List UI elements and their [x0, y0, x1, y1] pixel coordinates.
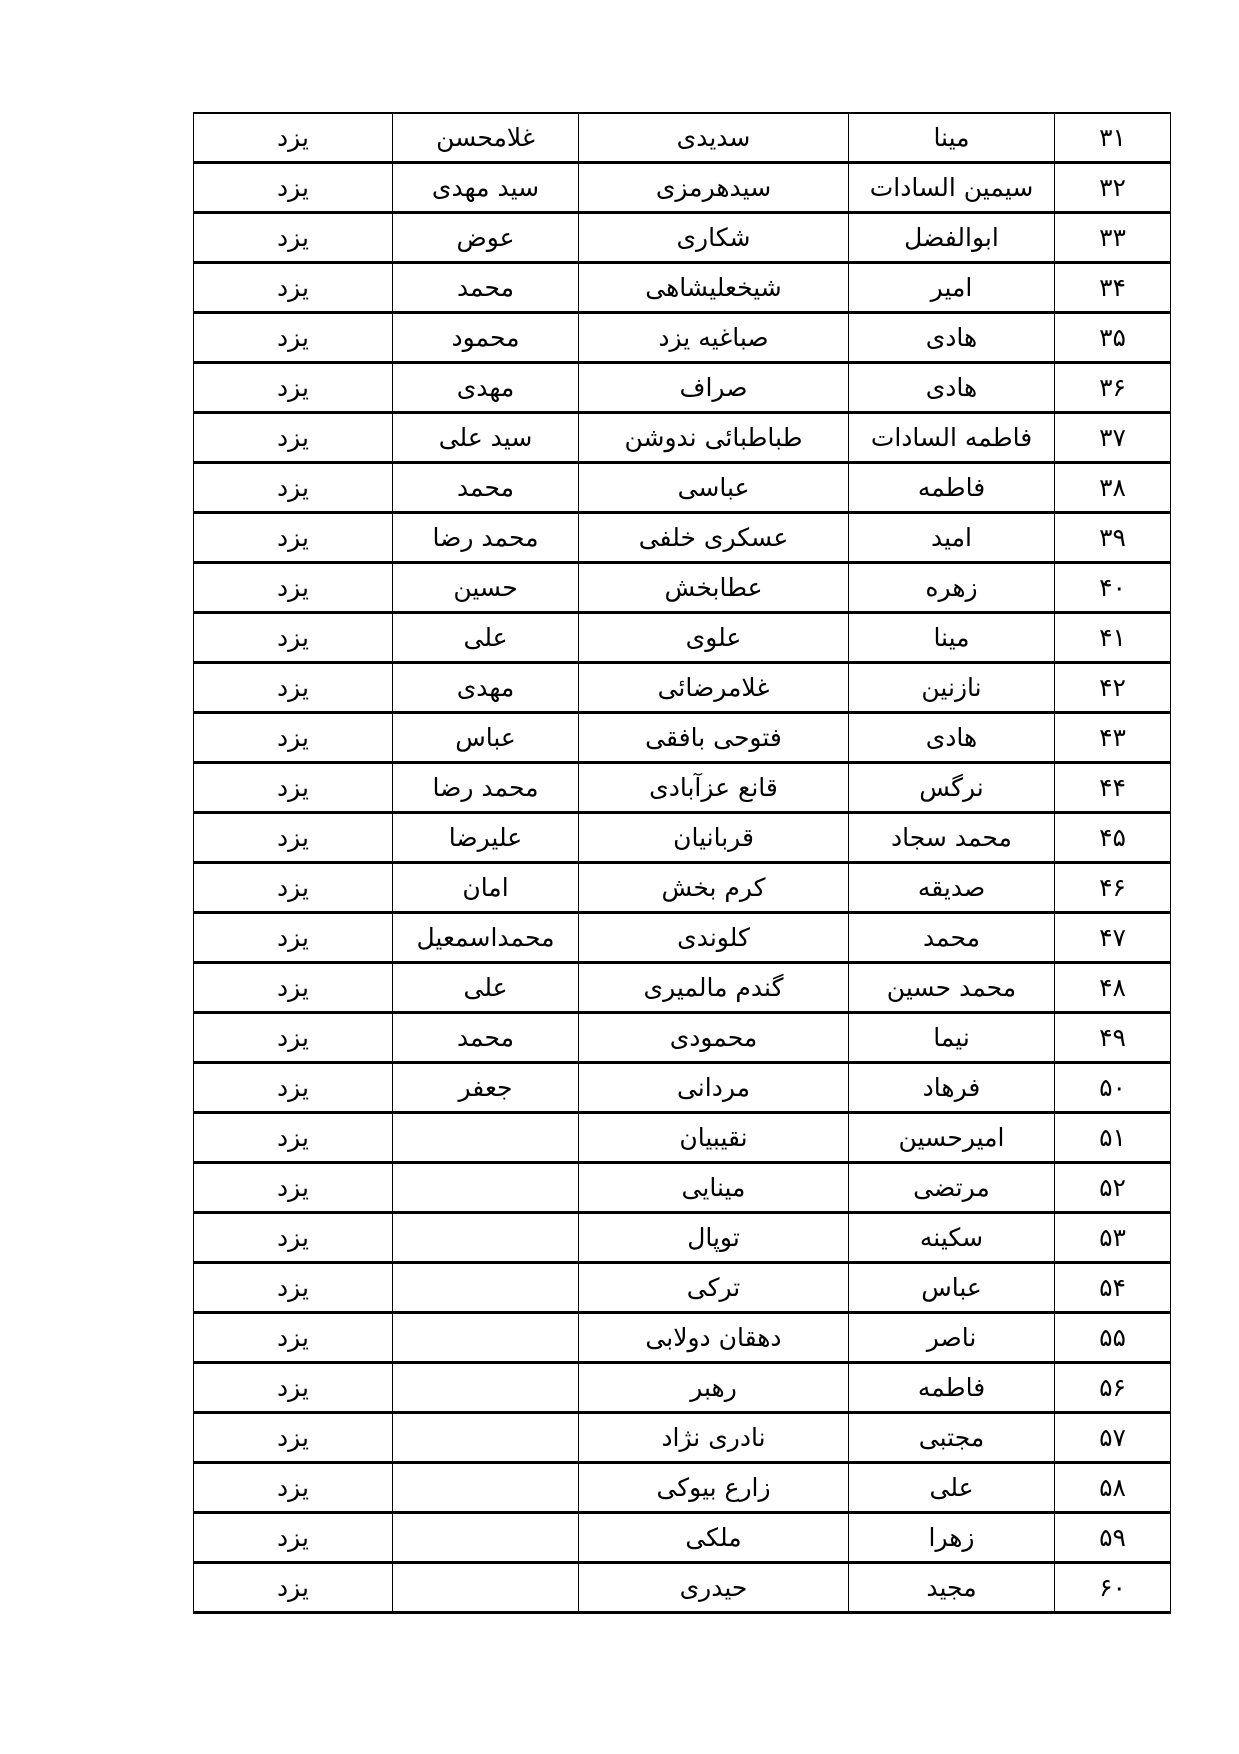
- table-row: [194, 663, 1171, 713]
- table-row: [194, 513, 1171, 563]
- last-name-cell: نقیبیان: [579, 1113, 849, 1163]
- father-name-cell: [393, 1313, 579, 1363]
- last-name-cell: نادری نژاد: [579, 1413, 849, 1463]
- row-number-cell: ۵۳: [1055, 1213, 1171, 1263]
- last-name-cell: سیدهرمزی: [579, 163, 849, 213]
- row-number-cell: ۳۴: [1055, 263, 1171, 313]
- last-name-cell: ملکی: [579, 1513, 849, 1563]
- table-row: [194, 613, 1171, 663]
- table-row: [194, 1213, 1171, 1263]
- row-number-cell: ۴۶: [1055, 863, 1171, 913]
- first-name-cell: فاطمه السادات: [849, 413, 1055, 463]
- row-number-cell: ۴۹: [1055, 1013, 1171, 1063]
- table-row: [194, 863, 1171, 913]
- last-name-cell: شیخعلیشاهی: [579, 263, 849, 313]
- last-name-cell: شکاری: [579, 213, 849, 263]
- first-name-cell: سیمین السادات: [849, 163, 1055, 213]
- father-name-cell: [393, 1113, 579, 1163]
- first-name-cell: هادی: [849, 313, 1055, 363]
- first-name-cell: محمد سجاد: [849, 813, 1055, 863]
- city-cell: یزد: [194, 213, 393, 263]
- row-number-cell: ۵۹: [1055, 1513, 1171, 1563]
- row-number-cell: ۵۷: [1055, 1413, 1171, 1463]
- last-name-cell: کرم بخش: [579, 863, 849, 913]
- row-number-cell: ۵۴: [1055, 1263, 1171, 1313]
- last-name-cell: کلوندی: [579, 913, 849, 963]
- last-name-cell: گندم مالمیری: [579, 963, 849, 1013]
- father-name-cell: [393, 1563, 579, 1613]
- first-name-cell: محمد: [849, 913, 1055, 963]
- city-cell: یزد: [194, 1113, 393, 1163]
- city-cell: یزد: [194, 313, 393, 363]
- row-number-cell: ۵۱: [1055, 1113, 1171, 1163]
- first-name-cell: مینا: [849, 113, 1055, 163]
- first-name-cell: امیر: [849, 263, 1055, 313]
- row-number-cell: ۴۱: [1055, 613, 1171, 663]
- first-name-cell: سکینه: [849, 1213, 1055, 1263]
- roster-table-body: [194, 113, 1171, 1613]
- table-row: [194, 763, 1171, 813]
- table-row: [194, 313, 1171, 363]
- table-row: [194, 813, 1171, 863]
- table-row: [194, 163, 1171, 213]
- last-name-cell: عباسی: [579, 463, 849, 513]
- father-name-cell: مهدی: [393, 663, 579, 713]
- father-name-cell: محمد رضا: [393, 763, 579, 813]
- city-cell: یزد: [194, 563, 393, 613]
- table-row: [194, 113, 1171, 163]
- last-name-cell: صراف: [579, 363, 849, 413]
- father-name-cell: [393, 1413, 579, 1463]
- father-name-cell: محمد رضا: [393, 513, 579, 563]
- first-name-cell: فاطمه: [849, 1363, 1055, 1413]
- first-name-cell: امیرحسین: [849, 1113, 1055, 1163]
- father-name-cell: علیرضا: [393, 813, 579, 863]
- last-name-cell: سدیدی: [579, 113, 849, 163]
- table-row: [194, 1313, 1171, 1363]
- first-name-cell: محمد حسین: [849, 963, 1055, 1013]
- last-name-cell: صباغیه یزد: [579, 313, 849, 363]
- father-name-cell: [393, 1513, 579, 1563]
- first-name-cell: فرهاد: [849, 1063, 1055, 1113]
- table-row: [194, 1463, 1171, 1513]
- row-number-cell: ۳۱: [1055, 113, 1171, 163]
- father-name-cell: سید علی: [393, 413, 579, 463]
- last-name-cell: رهبر: [579, 1363, 849, 1413]
- city-cell: یزد: [194, 363, 393, 413]
- table-row: [194, 713, 1171, 763]
- row-number-cell: ۵۰: [1055, 1063, 1171, 1113]
- table-row: [194, 1263, 1171, 1313]
- last-name-cell: قربانیان: [579, 813, 849, 863]
- table-row: [194, 1013, 1171, 1063]
- table-row: [194, 1063, 1171, 1113]
- first-name-cell: مجتبی: [849, 1413, 1055, 1463]
- row-number-cell: ۵۲: [1055, 1163, 1171, 1213]
- city-cell: یزد: [194, 263, 393, 313]
- last-name-cell: عطابخش: [579, 563, 849, 613]
- city-cell: یزد: [194, 163, 393, 213]
- last-name-cell: توپال: [579, 1213, 849, 1263]
- city-cell: یزد: [194, 1263, 393, 1313]
- father-name-cell: محمد: [393, 263, 579, 313]
- table-row: [194, 1513, 1171, 1563]
- city-cell: یزد: [194, 1463, 393, 1513]
- table-row: [194, 363, 1171, 413]
- last-name-cell: غلامرضائی: [579, 663, 849, 713]
- father-name-cell: عوض: [393, 213, 579, 263]
- father-name-cell: محمود: [393, 313, 579, 363]
- table-row: [194, 413, 1171, 463]
- row-number-cell: ۵۶: [1055, 1363, 1171, 1413]
- city-cell: یزد: [194, 1413, 393, 1463]
- father-name-cell: امان: [393, 863, 579, 913]
- city-cell: یزد: [194, 1213, 393, 1263]
- father-name-cell: محمداسمعیل: [393, 913, 579, 963]
- table-row: [194, 1163, 1171, 1213]
- father-name-cell: [393, 1463, 579, 1513]
- first-name-cell: هادی: [849, 713, 1055, 763]
- table-row: [194, 1563, 1171, 1613]
- city-cell: یزد: [194, 663, 393, 713]
- father-name-cell: غلامحسن: [393, 113, 579, 163]
- first-name-cell: مجید: [849, 1563, 1055, 1613]
- roster-table: [193, 112, 1171, 1614]
- table-row: [194, 463, 1171, 513]
- last-name-cell: فتوحی بافقی: [579, 713, 849, 763]
- row-number-cell: ۶۰: [1055, 1563, 1171, 1613]
- city-cell: یزد: [194, 1313, 393, 1363]
- row-number-cell: ۳۳: [1055, 213, 1171, 263]
- first-name-cell: هادی: [849, 363, 1055, 413]
- city-cell: یزد: [194, 513, 393, 563]
- city-cell: یزد: [194, 713, 393, 763]
- first-name-cell: علی: [849, 1463, 1055, 1513]
- row-number-cell: ۵۸: [1055, 1463, 1171, 1513]
- last-name-cell: زارع بیوکی: [579, 1463, 849, 1513]
- row-number-cell: ۴۴: [1055, 763, 1171, 813]
- city-cell: یزد: [194, 1063, 393, 1113]
- table-row: [194, 213, 1171, 263]
- last-name-cell: علوی: [579, 613, 849, 663]
- row-number-cell: ۴۵: [1055, 813, 1171, 863]
- first-name-cell: نیما: [849, 1013, 1055, 1063]
- row-number-cell: ۳۵: [1055, 313, 1171, 363]
- last-name-cell: قانع عزآبادی: [579, 763, 849, 813]
- row-number-cell: ۳۹: [1055, 513, 1171, 563]
- row-number-cell: ۳۸: [1055, 463, 1171, 513]
- city-cell: یزد: [194, 1013, 393, 1063]
- first-name-cell: نازنین: [849, 663, 1055, 713]
- first-name-cell: زهرا: [849, 1513, 1055, 1563]
- last-name-cell: طباطبائی ندوشن: [579, 413, 849, 463]
- father-name-cell: جعفر: [393, 1063, 579, 1113]
- city-cell: یزد: [194, 863, 393, 913]
- city-cell: یزد: [194, 613, 393, 663]
- city-cell: یزد: [194, 413, 393, 463]
- first-name-cell: صدیقه: [849, 863, 1055, 913]
- row-number-cell: ۴۳: [1055, 713, 1171, 763]
- father-name-cell: محمد: [393, 463, 579, 513]
- city-cell: یزد: [194, 113, 393, 163]
- first-name-cell: ابوالفضل: [849, 213, 1055, 263]
- city-cell: یزد: [194, 763, 393, 813]
- table-row: [194, 1363, 1171, 1413]
- last-name-cell: عسکری خلفی: [579, 513, 849, 563]
- father-name-cell: مهدی: [393, 363, 579, 413]
- city-cell: یزد: [194, 813, 393, 863]
- row-number-cell: ۴۸: [1055, 963, 1171, 1013]
- row-number-cell: ۵۵: [1055, 1313, 1171, 1363]
- table-row: [194, 963, 1171, 1013]
- father-name-cell: [393, 1213, 579, 1263]
- table-row: [194, 563, 1171, 613]
- father-name-cell: علی: [393, 613, 579, 663]
- table-row: [194, 263, 1171, 313]
- first-name-cell: ناصر: [849, 1313, 1055, 1363]
- father-name-cell: حسین: [393, 563, 579, 613]
- city-cell: یزد: [194, 963, 393, 1013]
- table-row: [194, 1413, 1171, 1463]
- last-name-cell: محمودی: [579, 1013, 849, 1063]
- first-name-cell: عباس: [849, 1263, 1055, 1313]
- city-cell: یزد: [194, 913, 393, 963]
- row-number-cell: ۴۲: [1055, 663, 1171, 713]
- first-name-cell: نرگس: [849, 763, 1055, 813]
- last-name-cell: مینایی: [579, 1163, 849, 1213]
- last-name-cell: حیدری: [579, 1563, 849, 1613]
- last-name-cell: مردانی: [579, 1063, 849, 1113]
- last-name-cell: دهقان دولابی: [579, 1313, 849, 1363]
- row-number-cell: ۴۰: [1055, 563, 1171, 613]
- father-name-cell: [393, 1263, 579, 1313]
- first-name-cell: مینا: [849, 613, 1055, 663]
- city-cell: یزد: [194, 463, 393, 513]
- father-name-cell: سید مهدی: [393, 163, 579, 213]
- father-name-cell: محمد: [393, 1013, 579, 1063]
- first-name-cell: مرتضی: [849, 1163, 1055, 1213]
- first-name-cell: زهره: [849, 563, 1055, 613]
- father-name-cell: [393, 1363, 579, 1413]
- city-cell: یزد: [194, 1363, 393, 1413]
- city-cell: یزد: [194, 1513, 393, 1563]
- row-number-cell: ۳۶: [1055, 363, 1171, 413]
- first-name-cell: امید: [849, 513, 1055, 563]
- father-name-cell: [393, 1163, 579, 1213]
- row-number-cell: ۳۲: [1055, 163, 1171, 213]
- father-name-cell: عباس: [393, 713, 579, 763]
- city-cell: یزد: [194, 1163, 393, 1213]
- city-cell: یزد: [194, 1563, 393, 1613]
- last-name-cell: ترکی: [579, 1263, 849, 1313]
- father-name-cell: علی: [393, 963, 579, 1013]
- first-name-cell: فاطمه: [849, 463, 1055, 513]
- table-row: [194, 913, 1171, 963]
- row-number-cell: ۳۷: [1055, 413, 1171, 463]
- row-number-cell: ۴۷: [1055, 913, 1171, 963]
- table-row: [194, 1113, 1171, 1163]
